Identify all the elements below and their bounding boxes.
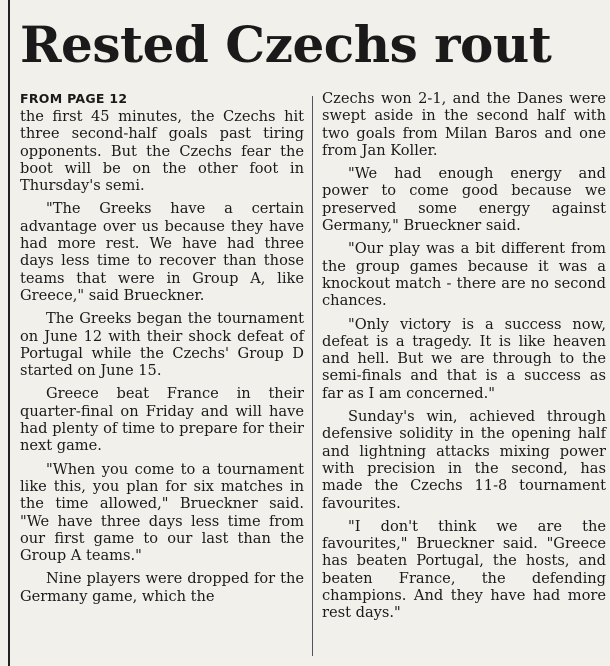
left-column bbox=[20, 90, 304, 611]
paragraph: Czechs won 2-1, and the Danes were swept aside in the second half with two goals from Milan Baros and one from Jan Koller. bbox=[322, 90, 606, 159]
left-border-rule bbox=[8, 0, 10, 666]
paragraph: The Greeks began the tournament on June 12 with their shock defeat of Portugal while the Czechs' Group D started on June 15. bbox=[20, 310, 304, 380]
paragraph: "We had enough energy and power to come good because we preserved some energy against Germany," Brueckner said. bbox=[322, 165, 606, 235]
article-body bbox=[20, 90, 606, 662]
headline: Rested Czechs rout bbox=[20, 15, 552, 74]
column-divider bbox=[312, 96, 313, 656]
paragraph: Sunday's win, achieved through defensive solidity in the opening half and lightning attacks mixing power with precision in the second, has made the Czechs 11-8 tournament favourites. bbox=[322, 408, 606, 512]
paragraph: "When you come to a tournament like this, you plan for six matches in the time allowed," Brueckner said. "We have three days less time from our first game to our last than the Group A teams." bbox=[20, 460, 304, 565]
paragraph: "I don't think we are the favourites," Brueckner said. "Greece has beaten Portugal, the hosts, and beaten France, the defending champions. And they have had more rest days." bbox=[322, 517, 606, 622]
paragraph: the first 45 minutes, the Czechs hit three second-half goals past tiring opponents. But the Czechs fear the boot will be on the other foot in Thursday's semi. bbox=[20, 108, 304, 195]
paragraph: "The Greeks have a certain advantage over us because they have had more rest. We have had three days less time to recover than those teams that were in Group A, like Greece," said Brueckner. bbox=[20, 200, 304, 304]
paragraph: "Only victory is a success now, defeat is a tragedy. It is like heaven and hell. But we are through to the semi-finals and that is a success as far as I am concerned." bbox=[322, 315, 606, 402]
paragraph: Greece beat France in their quarter-final on Friday and will have had plenty of time to prepare for their next game. bbox=[20, 385, 304, 455]
right-column bbox=[322, 90, 606, 628]
paragraph: "Our play was a bit different from the group games because it was a knockout match - there are no second chances. bbox=[322, 240, 606, 310]
paragraph: Nine players were dropped for the Germany game, which the bbox=[20, 570, 304, 605]
continuation-kicker: FROM PAGE 12 bbox=[20, 91, 128, 106]
